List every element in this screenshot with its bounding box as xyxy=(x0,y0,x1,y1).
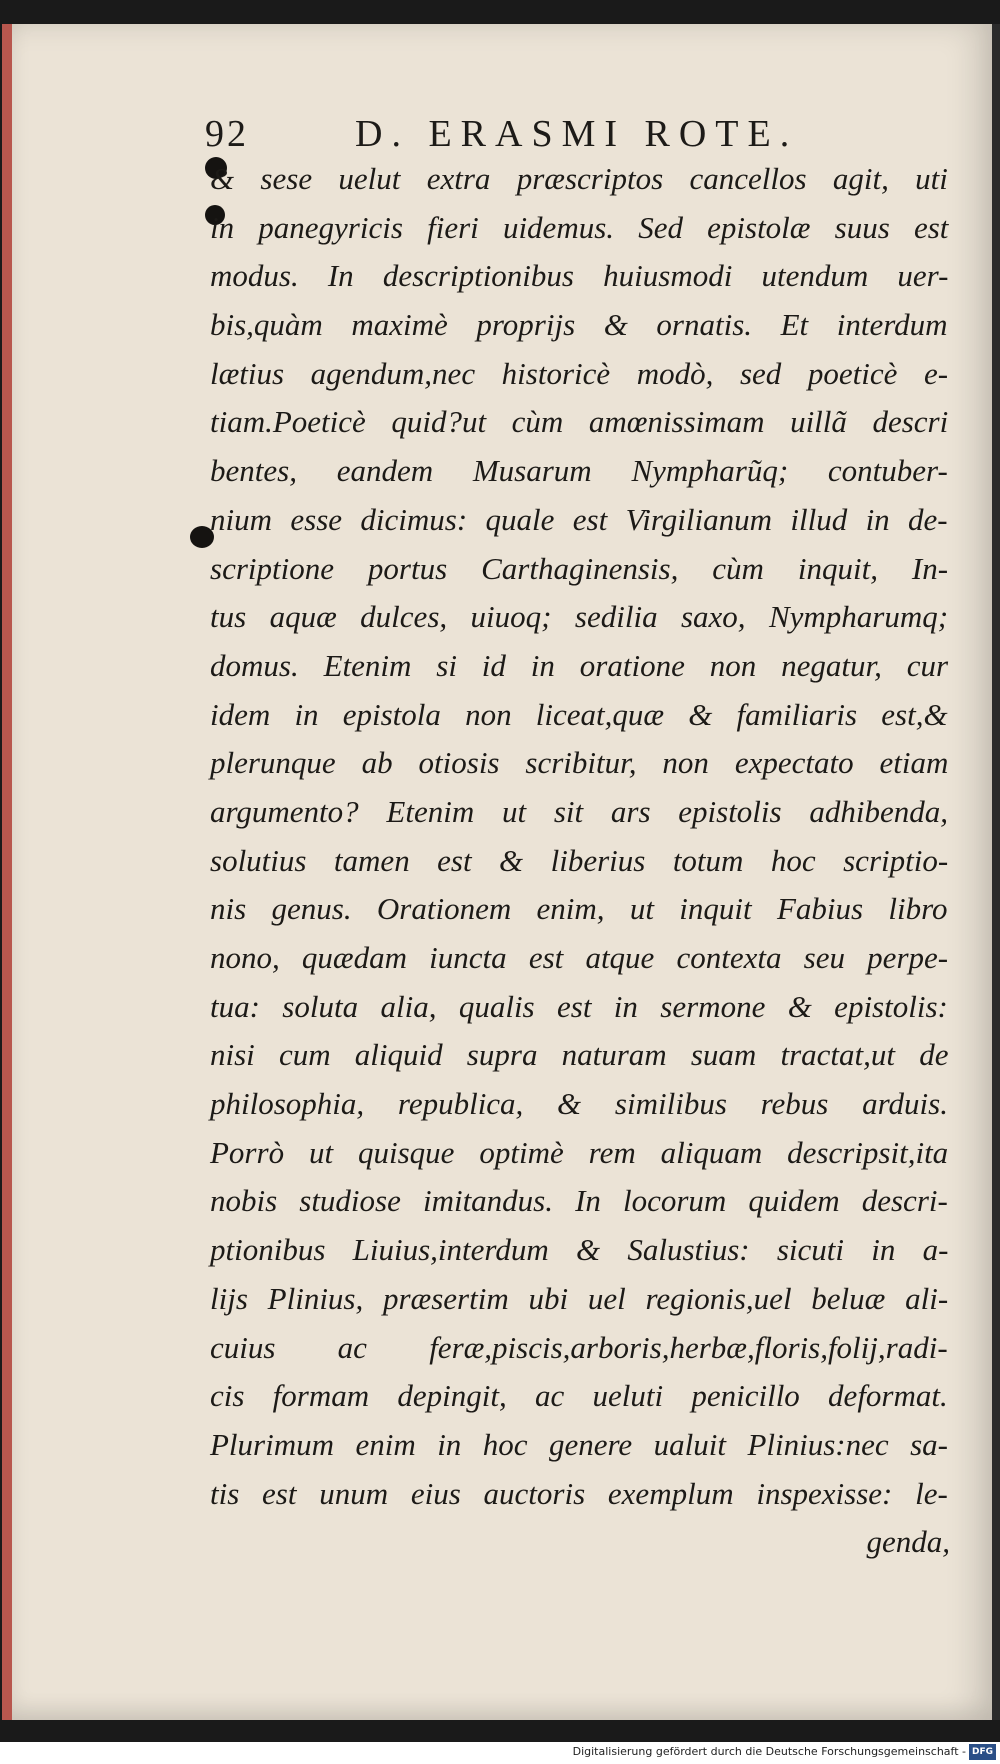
text-line: tis est unum eius auctoris exemplum inspexisse: le- xyxy=(210,1475,948,1511)
text-line: nisi cum aliquid supra naturam suam tractat,ut de xyxy=(210,1037,949,1073)
catchword: genda, xyxy=(866,1524,950,1560)
text-line: & sese uelut extra præscriptos cancellos agit, uti xyxy=(210,161,948,196)
text-line: idem in epistola non liceat,quæ & familiaris est,& xyxy=(210,696,948,732)
text-line: domus. Etenim si id in oratione non negatur, cur xyxy=(210,647,949,683)
text-line: lætius agendum,nec historicè modò, sed poeticè e- xyxy=(210,355,949,391)
text-line: tua: soluta alia, qualis est in sermone & epistolis: xyxy=(210,988,948,1024)
text-line: plerunque ab otiosis scribitur, non expectato etiam xyxy=(210,745,949,781)
text-line: scriptione portus Carthaginensis, cùm inquit, In- xyxy=(210,550,949,586)
text-line: cuius ac feræ,piscis,arboris,herbæ,floris,folij,radi- xyxy=(210,1329,948,1365)
page-number: 92 xyxy=(205,113,249,155)
footer-bar xyxy=(0,1742,1000,1764)
text-line: Plurimum enim in hoc genere ualuit Plinius:nec sa- xyxy=(210,1426,948,1462)
body-text xyxy=(210,155,950,1567)
text-line: nis genus. Orationem enim, ut inquit Fabius libro xyxy=(210,891,948,927)
text-line: in panegyricis fieri uidemus. Sed epistolæ suus est xyxy=(210,209,949,245)
text-line: solutius tamen est & liberius totum hoc scriptio- xyxy=(210,842,949,878)
page-gutter-shadow xyxy=(992,24,1000,1720)
text-line: nium esse dicimus: quale est Virgilianum illud in de- xyxy=(210,501,948,537)
text-line: philosophia, republica, & similibus rebus arduis. xyxy=(210,1086,948,1122)
text-line: Porrò ut quisque optimè rem aliquam descripsit,ita xyxy=(210,1134,949,1170)
text-line: cis formam depingit, ac ueluti penicillo deformat. xyxy=(210,1378,948,1414)
text-line: argumento? Etenim ut sit ars epistolis adhibenda, xyxy=(210,793,948,829)
text-line: tus aquæ dulces, uiuoq; sedilia saxo, Nympharumq; xyxy=(210,599,949,635)
text-line: lijs Plinius, præsertim ubi uel regionis,uel beluæ ali- xyxy=(210,1280,949,1316)
text-line: ptionibus Liuius,interdum & Salustius: sicuti in a- xyxy=(210,1232,949,1268)
text-line: modus. In descriptionibus huiusmodi utendum uer- xyxy=(210,258,949,294)
text-line: nobis studiose imitandus. In locorum quidem descri- xyxy=(210,1183,948,1219)
text-line: nono, quædam iuncta est atque contexta seu perpe- xyxy=(210,940,949,975)
text-line: tiam.Poeticè quid?ut cùm amœnissimam uillã descri xyxy=(210,404,949,440)
page-header xyxy=(205,112,805,160)
text-line: bis,quàm maximè proprijs & ornatis. Et interdum xyxy=(210,307,948,343)
running-title: D. ERASMI ROTE. xyxy=(355,113,799,155)
footer-credit[interactable]: Digitalisierung gefördert durch die Deutsche Forschungsgemeinschaft - xyxy=(572,1745,966,1758)
dfg-logo-icon[interactable]: DFG xyxy=(969,1744,996,1760)
text-line: bentes, eandem Musarum Nympharũq; contuber- xyxy=(210,453,948,489)
